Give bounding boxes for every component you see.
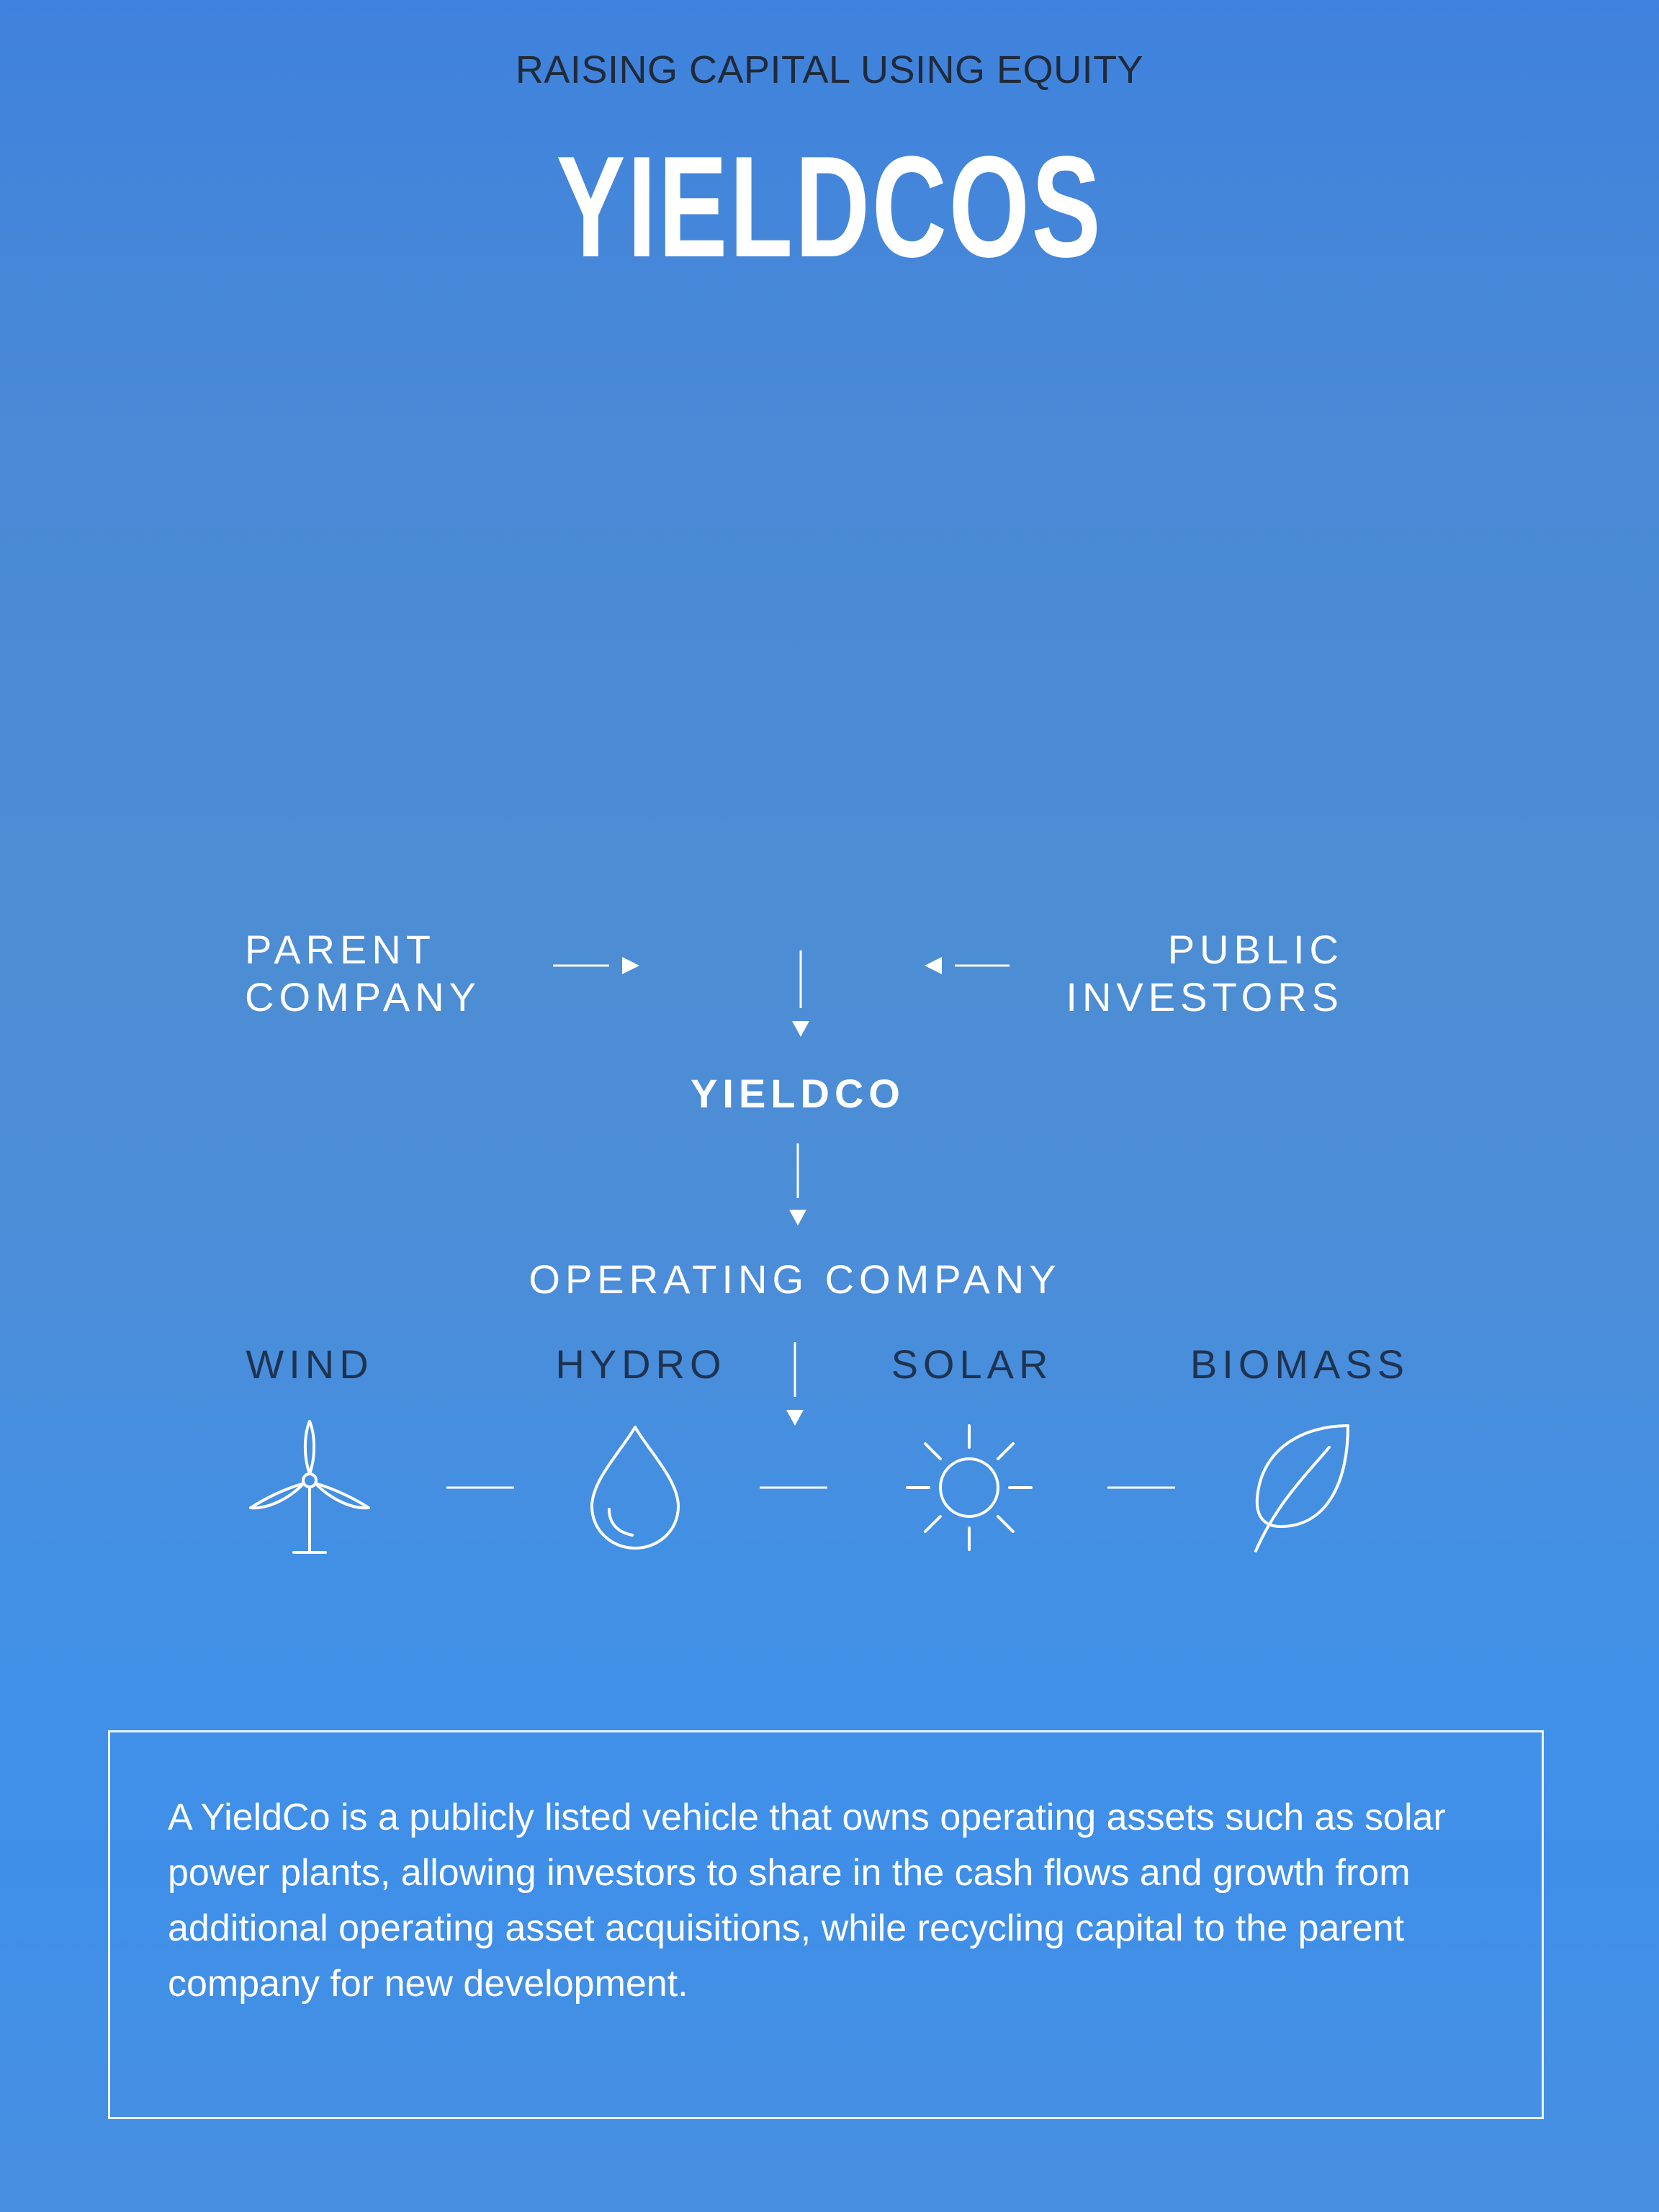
arrow-left-icon — [925, 957, 942, 974]
page-title: YIELDCOS — [556, 127, 1103, 287]
description-box — [108, 1730, 1544, 2119]
operating-company-label: OPERATING COMPANY — [529, 1256, 1061, 1302]
sun-icon — [904, 1423, 1034, 1552]
description-text: A YieldCo is a publicly listed vehicle that owns operating assets such as solar power plants, allowing investors to share in the cash flows and growth from additional operating asset acquisitions, while recycling capital to the parent company for new development. — [168, 1797, 1446, 2005]
page-kicker: RAISING CAPITAL USING EQUITY — [515, 48, 1144, 91]
asset-label-wind: WIND — [246, 1341, 374, 1387]
parent-line-1: PARENT — [245, 927, 436, 972]
public-line-1: PUBLIC — [1167, 927, 1344, 972]
water-drop-icon — [585, 1423, 685, 1552]
wind-turbine-icon — [245, 1417, 374, 1561]
arrow-right-icon — [622, 957, 639, 974]
arrow-down-icon — [792, 1021, 809, 1037]
asset-label-hydro: HYDRO — [555, 1341, 727, 1387]
asset-label-biomass: BIOMASS — [1190, 1341, 1410, 1387]
public-investors-label — [1066, 926, 1344, 1021]
public-line-2: INVESTORS — [1066, 974, 1344, 1020]
leaf-icon — [1240, 1419, 1355, 1555]
arrow-down-icon — [786, 1410, 804, 1426]
parent-company-label — [245, 926, 481, 1021]
yieldco-label: YIELDCO — [691, 1071, 905, 1116]
parent-line-2: COMPANY — [245, 974, 481, 1020]
arrow-down-icon — [789, 1210, 806, 1226]
asset-label-solar: SOLAR — [891, 1341, 1053, 1387]
